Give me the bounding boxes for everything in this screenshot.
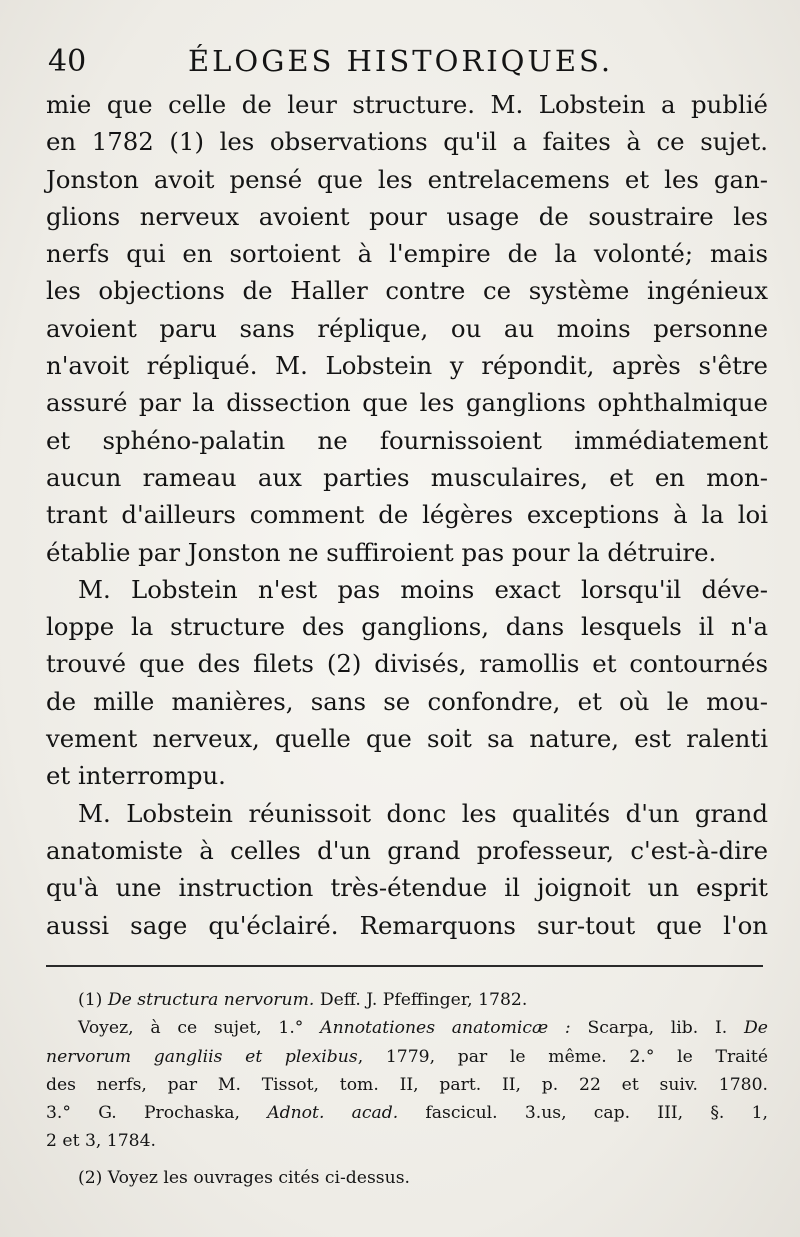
footnotes	[46, 986, 768, 1192]
text-line: vement nerveux, quelle que soit sa nature, est ralenti	[46, 724, 768, 754]
running-title: ÉLOGES HISTORIQUES.	[188, 44, 614, 78]
footnote-line	[46, 1043, 768, 1071]
page-number: 40	[48, 44, 87, 79]
page-header	[46, 44, 766, 84]
text-line: mie que celle de leur structure. M. Lobstein a publié	[46, 90, 768, 119]
paragraph-3	[46, 795, 768, 944]
footnote-2: (2) Voyez les ouvrages cités ci-dessus.	[78, 1167, 410, 1188]
footnote-text: fascicul. 3.us, cap. III, §. 1,	[398, 1103, 768, 1124]
footnote-text: Deff. J. Pfeffinger, 1782.	[319, 990, 528, 1010]
footnote-title: Adnot. acad.	[267, 1103, 399, 1124]
text-line: M. Lobstein n'est pas moins exact lorsqu'il déve-	[78, 574, 768, 604]
footnote-title: nervorum gangliis et plexibus	[46, 1046, 358, 1067]
footnote-line	[46, 1071, 768, 1099]
text-line: loppe la structure des ganglions, dans lesquels il n'a	[46, 612, 768, 642]
text-line: Jonston avoit pensé que les entrelacemens et les gan-	[46, 164, 768, 194]
footnote-text: Scarpa, lib. I.	[570, 1018, 745, 1039]
text-line: de mille manières, sans se confondre, et où le mou-	[46, 686, 768, 716]
text-line: aucun rameau aux parties musculaires, et en mon-	[46, 462, 768, 492]
text-line: aussi sage qu'éclairé. Remarquons sur-tout que l'on	[46, 910, 768, 940]
text-line: établie par Jonston ne suffiroient pas pour la détruire.	[46, 537, 717, 567]
text-line: et interrompu.	[46, 761, 226, 791]
footnote-line	[46, 1014, 768, 1042]
paragraph-1	[46, 86, 768, 571]
footnote-line	[46, 1099, 768, 1127]
text-line: en 1782 (1) les observations qu'il a faites à ce sujet.	[46, 127, 768, 157]
footnote-divider	[46, 965, 763, 967]
text-line: nerfs qui en sortoient à l'empire de la volonté; mais	[46, 239, 768, 269]
paragraph-2	[46, 571, 768, 795]
footnote-text: , 1779, par le même. 2.° le Traité	[357, 1046, 768, 1067]
text-line: M. Lobstein réunissoit donc les qualités d'un grand	[78, 798, 768, 828]
text-line: n'avoit répliqué. M. Lobstein y répondit, après s'être	[46, 351, 768, 381]
text-line: qu'à une instruction très-étendue il joignoit un esprit	[46, 873, 768, 903]
footnote-title: Annotationes anatomicæ :	[320, 1018, 571, 1039]
text-line: trouvé que des filets (2) divisés, ramollis et contournés	[46, 649, 768, 679]
footnote-line: 2 et 3, 1784.	[46, 1131, 157, 1152]
text-line: et sphéno-palatin ne fournissoient immédiatement	[46, 425, 768, 455]
text-line: avoient paru sans réplique, ou au moins personne	[46, 313, 768, 343]
footnote-1	[46, 986, 768, 1014]
text-line: assuré par la dissection que les ganglions ophthalmique	[46, 388, 768, 418]
text-line: les objections de Haller contre ce système ingénieux	[46, 276, 768, 306]
text-line: trant d'ailleurs comment de légères exceptions à la loi	[46, 500, 768, 530]
footnote-marker: (1)	[78, 990, 103, 1010]
footnote-title: De	[744, 1018, 768, 1039]
footnote-text: des nerfs, par M. Tissot, tom. II, part. II, p. 22 et suiv. 1780.	[46, 1074, 768, 1095]
text-line: anatomiste à celles d'un grand professeur, c'est-à-dire	[46, 835, 768, 865]
text-line: glions nerveux avoient pour usage de soustraire les	[46, 201, 768, 231]
body-text	[46, 86, 768, 944]
footnote-text: Voyez, à ce sujet, 1.°	[78, 1018, 321, 1039]
footnote-text: 3.° G. Prochaska,	[46, 1103, 268, 1124]
footnote-title: De structura nervorum.	[107, 990, 315, 1010]
